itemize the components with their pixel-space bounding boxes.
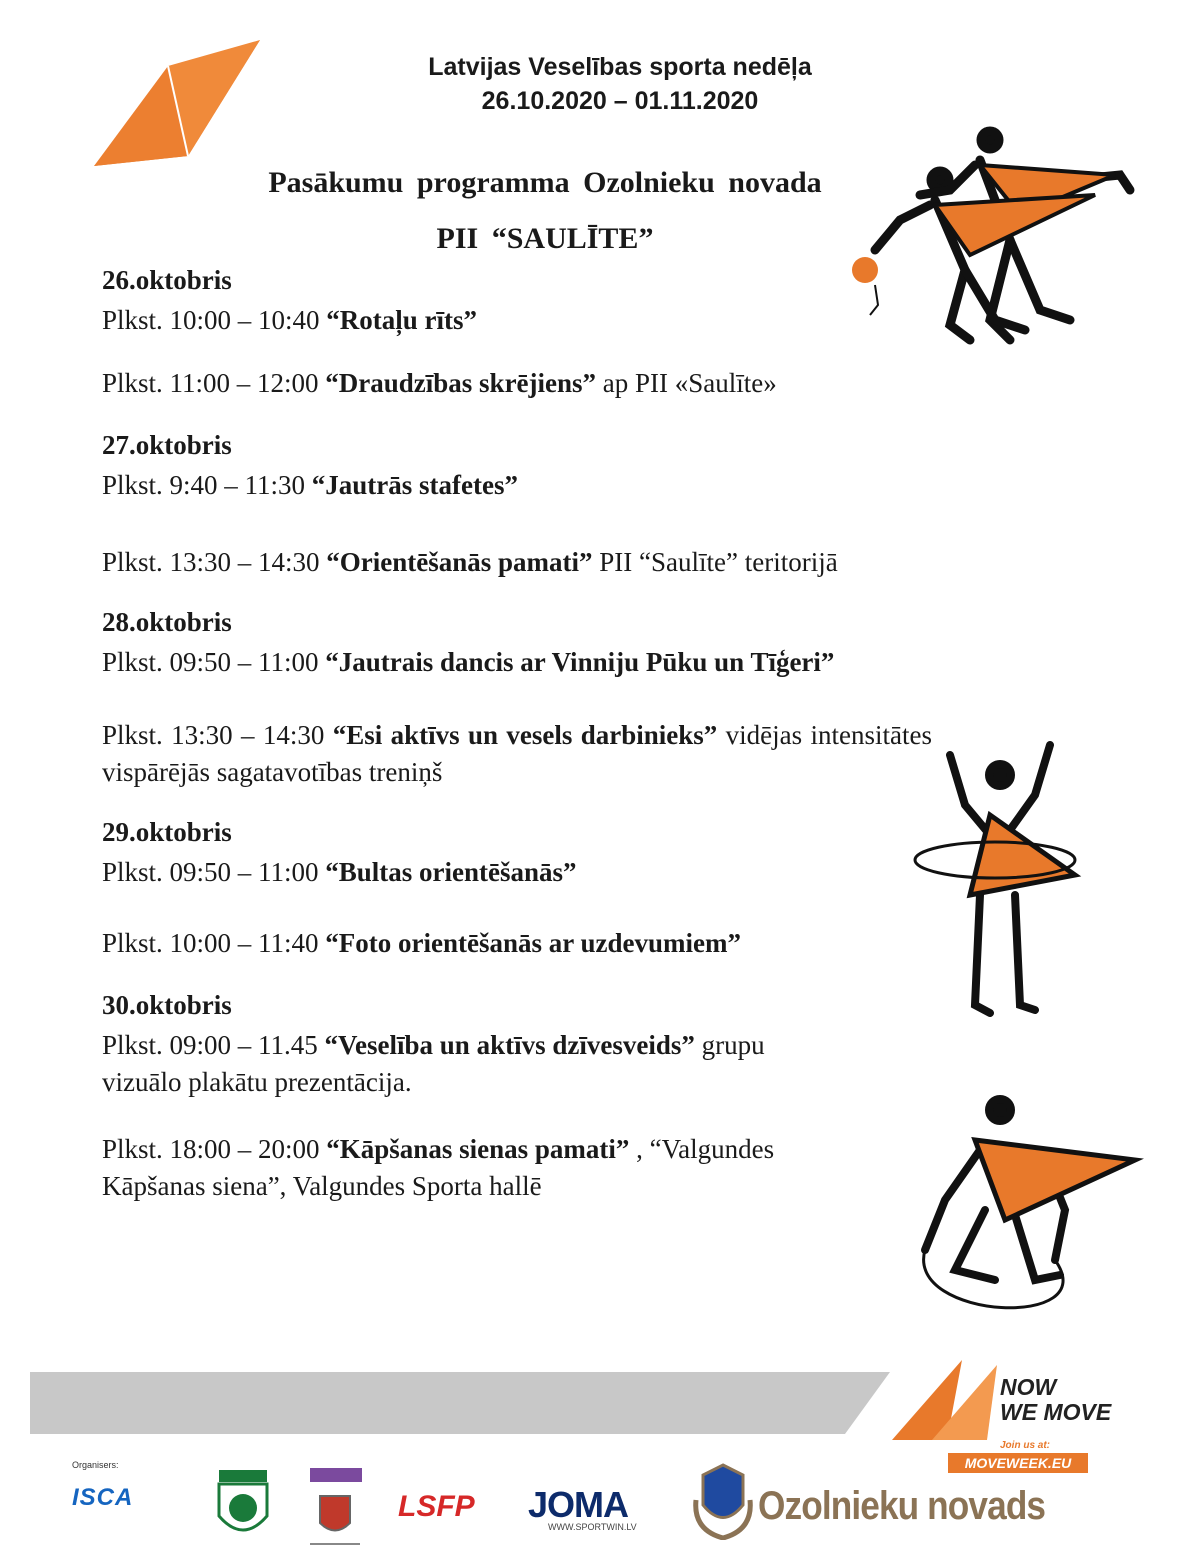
event-time: Plkst. 13:30 – 14:30 — [102, 720, 333, 750]
event-title: “Draudzības skrējiens” — [325, 368, 597, 398]
day-block — [102, 817, 1002, 962]
program-title: Pasākumu programma Ozolnieku novada — [268, 166, 822, 199]
jump-rope-figure-illustration — [905, 1080, 1145, 1320]
event-time: Plkst. 11:00 – 12:00 — [102, 368, 326, 398]
event-details: PII “Saulīte” teritorijā — [592, 547, 838, 577]
event-details: vidējas intensitātes vispārējās sagatavotības treniņš — [102, 720, 932, 787]
lsfp-logo: LSFP — [398, 1490, 475, 1523]
footer-bar — [30, 1372, 890, 1434]
event-time: Plkst. 18:00 – 20:00 — [102, 1134, 327, 1164]
event-title: Latvijas Veselības sporta nedēļa — [428, 53, 812, 81]
ministry-coat-of-arms — [305, 1468, 365, 1550]
day-block — [102, 990, 1002, 1205]
running-figures-illustration — [840, 120, 1160, 350]
event-title: “Jautrās stafetes” — [311, 470, 518, 500]
ozolnieki-logo-text: Ozolnieku novads — [758, 1484, 1046, 1528]
event-title: “Veselība un aktīvs dzīvesveids” — [324, 1030, 695, 1060]
event-title: “Rotaļu rīts” — [326, 305, 478, 335]
event-item — [102, 854, 1002, 891]
day-date: 29.oktobris — [102, 817, 232, 847]
program-header — [160, 155, 930, 267]
event-dates: 26.10.2020 – 01.11.2020 — [481, 87, 759, 115]
institution-name: PII “SAULĪTE” — [436, 222, 654, 255]
day-date: 28.oktobris — [102, 607, 232, 637]
event-title: “Foto orientēšanās ar uzdevumiem” — [325, 928, 741, 958]
event-title: “Kāpšanas sienas pamati” — [326, 1134, 630, 1164]
event-time: Plkst. 13:30 – 14:30 — [102, 547, 327, 577]
isca-logo: ISCA — [72, 1484, 134, 1511]
now-we-move-text — [1000, 1375, 1111, 1425]
event-title: “Jautrais dancis ar Vinniju Pūku un Tīģeri” — [325, 647, 835, 677]
moveweek-url[interactable]: MOVEWEEK.EU — [948, 1453, 1088, 1473]
day-block — [102, 430, 1002, 581]
join-label: Join us at: — [1000, 1440, 1051, 1451]
event-item — [102, 717, 932, 791]
event-item — [102, 1131, 822, 1205]
day-block — [102, 607, 1002, 791]
day-date: 26.oktobris — [102, 265, 232, 295]
event-item — [102, 925, 1002, 962]
event-item — [102, 544, 1002, 581]
event-time: Plkst. 9:40 – 11:30 — [102, 470, 312, 500]
hula-hoop-figure-illustration — [910, 735, 1090, 1020]
event-details: , “Valgundes Kāpšanas siena”, Valgundes Sporta hallē — [102, 1134, 775, 1201]
event-time: Plkst. 09:50 – 11:00 — [102, 647, 326, 677]
event-header — [330, 50, 910, 118]
event-time: Plkst. 10:00 – 10:40 — [102, 305, 327, 335]
nwm-line2: WE MOVE — [1000, 1399, 1112, 1425]
event-details: grupu vizuālo plakātu prezentācija. — [102, 1030, 765, 1097]
event-item — [102, 467, 1002, 504]
program-list — [102, 265, 1002, 1229]
day-date: 27.oktobris — [102, 430, 232, 460]
event-item — [102, 644, 1002, 681]
event-title: “Bultas orientēšanās” — [325, 857, 577, 887]
event-time: Plkst. 09:00 – 11.45 — [102, 1030, 325, 1060]
ozolnieki-emblem — [688, 1460, 758, 1540]
event-item — [102, 1027, 822, 1101]
event-title: “Esi aktīvs un vesels darbinieks” — [332, 720, 718, 750]
event-title: “Orientēšanās pamati” — [326, 547, 593, 577]
event-details: ap PII «Saulīte» — [596, 368, 777, 398]
organisers-label: Organisers: — [72, 1460, 119, 1470]
day-date: 30.oktobris — [102, 990, 232, 1020]
sportwin-url: WWW.SPORTWIN.LV — [548, 1522, 637, 1532]
event-time: Plkst. 09:50 – 11:00 — [102, 857, 326, 887]
event-time: Plkst. 10:00 – 11:40 — [102, 928, 326, 958]
nwm-line1: NOW — [1000, 1374, 1057, 1400]
joma-logo: JOMA — [528, 1484, 629, 1525]
lisa-shield-logo — [215, 1466, 271, 1546]
event-item — [102, 365, 1002, 402]
moveweek-logo — [88, 38, 268, 172]
